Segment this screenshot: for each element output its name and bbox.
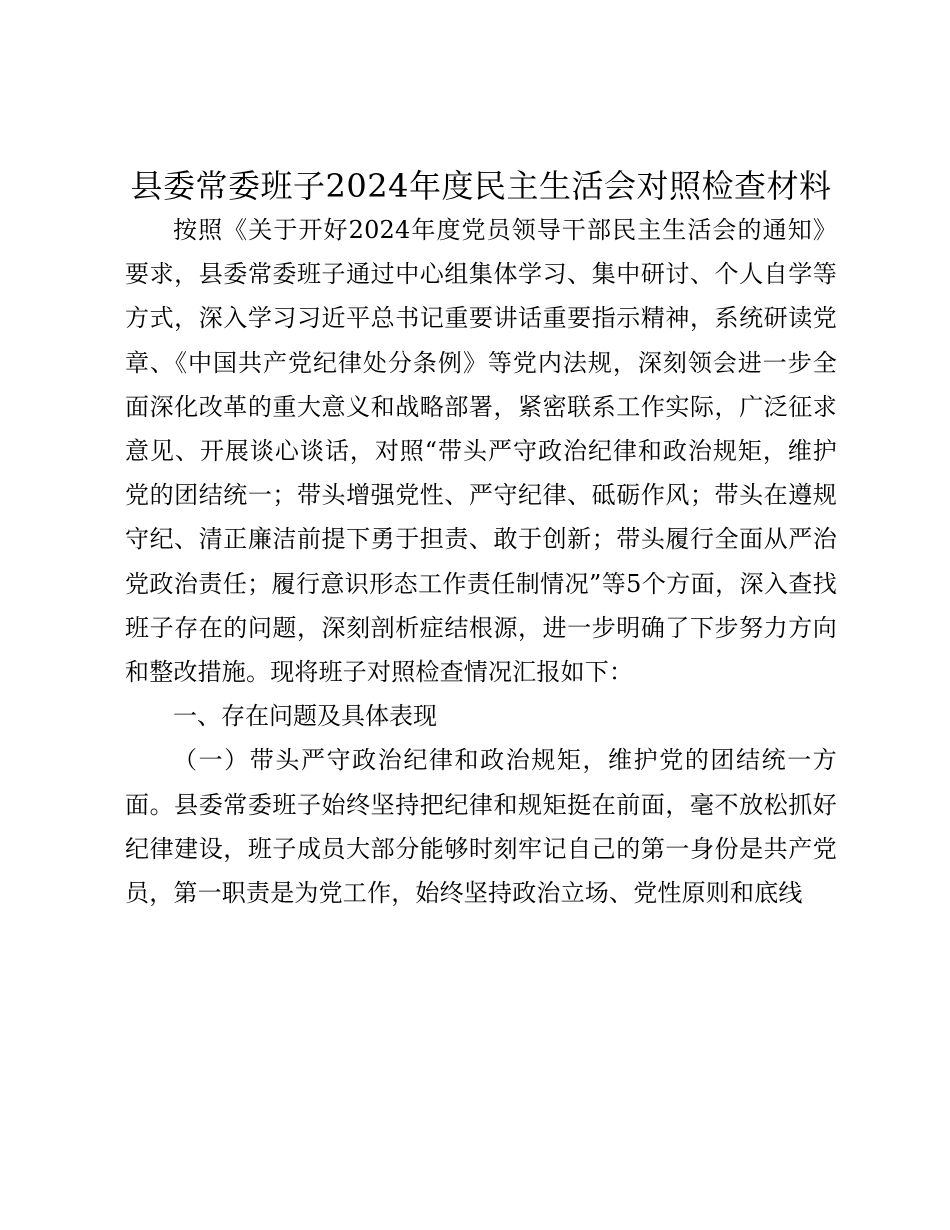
section-heading: 一、存在问题及具体表现	[173, 702, 437, 731]
section-paragraph: （一）带头严守政治纪律和政治规矩，维护党的团结统一方面。县委常委班子始终坚持把纪律和规矩挺在前面，毫不放松抓好纪律建设，班子成员大部分能够时刻牢记自己的第一身份是共产党员，第一职责是为党工作，始终坚持政治立场、党性原则和底线	[125, 746, 837, 908]
document-title: 县委常委班子2024年度民主生活会对照检查材料	[130, 167, 832, 205]
document-page	[125, 164, 837, 915]
intro-paragraph: 按照《关于开好2024年度党员领导干部民主生活会的通知》要求，县委常委班子通过中心组集体学习、集中研讨、个人自学等方式，深入学习习近平总书记重要讲话重要指示精神，系统研读党章、《中国共产党纪律处分条例》等党内法规，深刻领会进一步全面深化改革的重大意义和战略部署，紧密联系工作实际，广泛征求意见、开展谈心谈话，对照“带头严守政治纪律和政治规矩，维护党的团结统一；带头增强党性、严守纪律、砥砺作风；带头在遵规守纪、清正廉洁前提下勇于担责、敢于创新；带头履行全面从严治党政治责任；履行意识形态工作责任制情况”等5个方面，深入查找班子存在的问题，深刻剖析症结根源，进一步明确了下步努力方向和整改措施。现将班子对照检查情况汇报如下：	[125, 216, 837, 687]
